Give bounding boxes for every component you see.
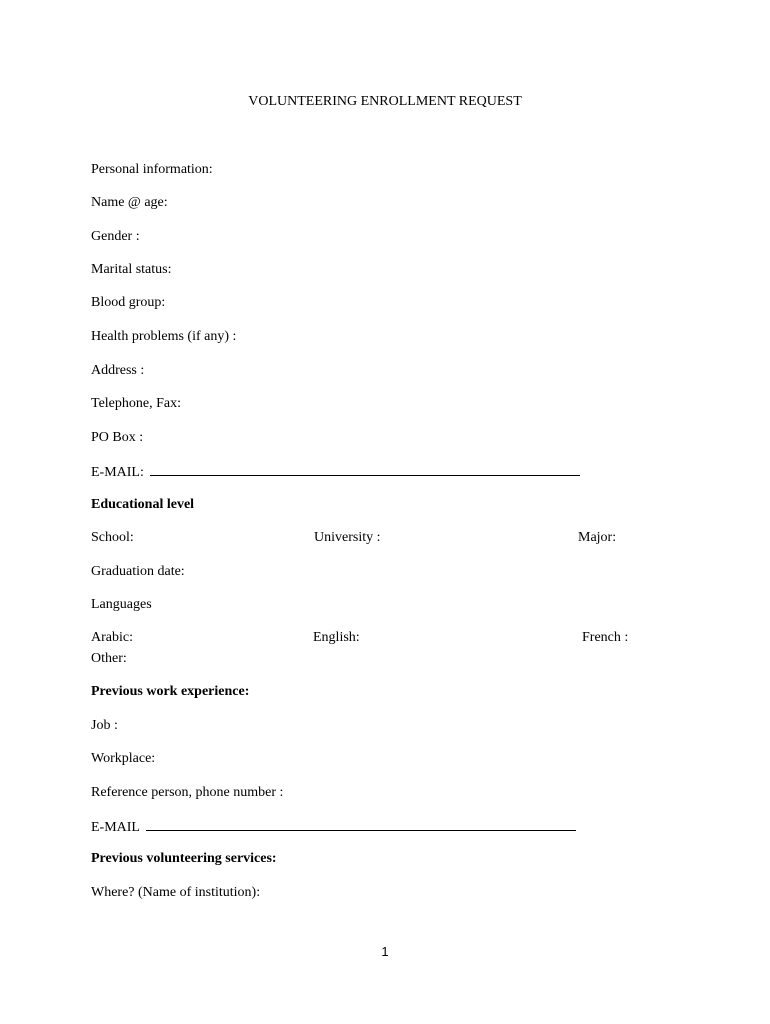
reference-person-label: Reference person, phone number : xyxy=(91,785,284,800)
form-title: VOLUNTEERING ENROLLMENT REQUEST xyxy=(248,94,522,109)
other-language-label: Other: xyxy=(91,651,127,666)
job-label: Job : xyxy=(91,718,118,733)
arabic-label: Arabic: xyxy=(91,630,133,645)
volunteering-heading: Previous volunteering services: xyxy=(91,851,277,866)
major-label: Major: xyxy=(578,530,617,545)
marital-status-label: Marital status: xyxy=(91,262,172,277)
education-heading: Educational level xyxy=(91,497,195,512)
university-label: University : xyxy=(314,530,381,545)
institution-label: Where? (Name of institution): xyxy=(91,885,261,900)
email-label: E-MAIL: xyxy=(91,465,144,480)
work-email-fill-line xyxy=(146,818,576,831)
personal-info-heading: Personal information: xyxy=(91,162,213,177)
work-experience-heading: Previous work experience: xyxy=(91,684,250,699)
email-fill-line xyxy=(150,463,580,476)
email-row xyxy=(91,463,580,481)
name-age-label: Name @ age: xyxy=(91,195,168,210)
french-label: French : xyxy=(582,630,629,645)
english-label: English: xyxy=(313,630,360,645)
workplace-label: Workplace: xyxy=(91,751,156,766)
telephone-fax-label: Telephone, Fax: xyxy=(91,396,181,411)
page-number: 1 xyxy=(381,944,389,959)
address-label: Address : xyxy=(91,363,145,378)
school-label: School: xyxy=(91,530,134,545)
languages-label: Languages xyxy=(91,597,152,612)
work-email-label: E-MAIL xyxy=(91,820,140,835)
gender-label: Gender : xyxy=(91,229,140,244)
work-email-row xyxy=(91,818,576,836)
blood-group-label: Blood group: xyxy=(91,295,166,310)
graduation-date-label: Graduation date: xyxy=(91,564,185,579)
health-problems-label: Health problems (if any) : xyxy=(91,329,237,344)
po-box-label: PO Box : xyxy=(91,430,144,445)
